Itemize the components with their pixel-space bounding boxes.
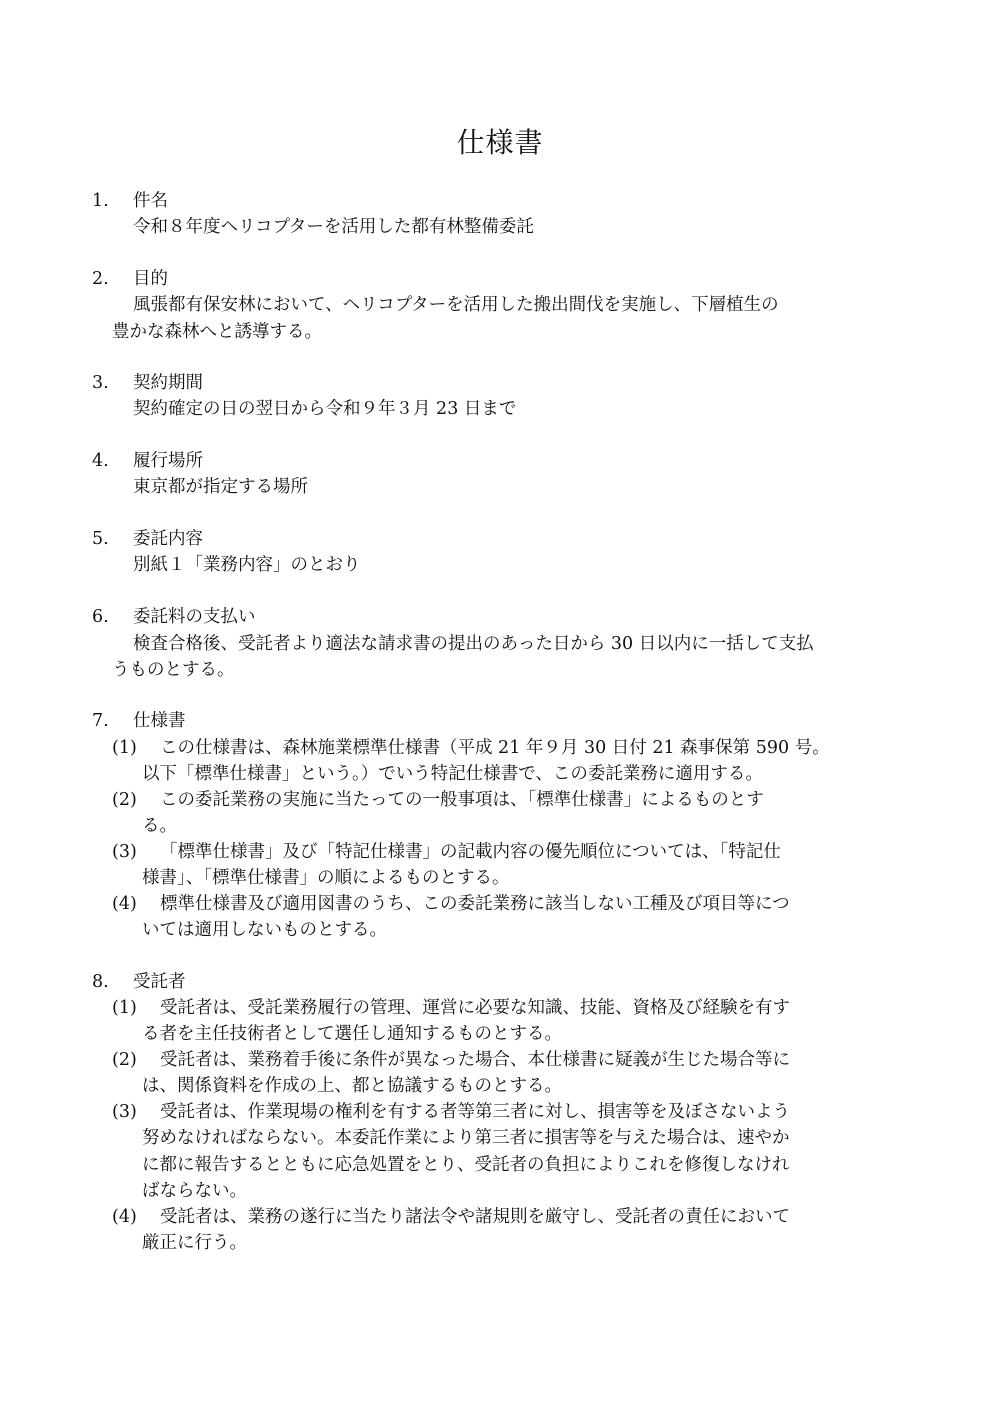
section-number: 5. — [92, 529, 109, 549]
list-item-number: (1) — [112, 738, 137, 758]
section-number: 1. — [92, 191, 109, 211]
page-title: 仕様書 — [456, 126, 544, 159]
list-item-line: いては適用しないものとする。 — [142, 920, 387, 940]
list-item-line: 受託者は、受託業務履行の管理、運営に必要な知識、技能、資格及び経験を有す — [160, 998, 790, 1018]
section-number: 8. — [92, 972, 109, 992]
list-item-line: 「標準仕様書」及び「特記仕様書」の記載内容の優先順位については、「特記仕 — [160, 842, 781, 862]
list-item-line: 標準仕様書及び適用図書のうち、この委託業務に該当しない工種及び項目等につ — [160, 894, 790, 914]
section-body-line: 令和８年度ヘリコプターを活用した都有林整備委託 — [133, 217, 534, 237]
section-body-line: 豊かな森林へと誘導する。 — [112, 322, 322, 342]
list-item-number: (3) — [112, 842, 137, 862]
list-item-number: (4) — [112, 1207, 137, 1227]
list-item-line: 厳正に行う。 — [142, 1233, 247, 1253]
list-item-line: 受託者は、業務着手後に条件が異なった場合、本仕様書に疑義が生じた場合等に — [160, 1050, 790, 1070]
section-number: 7. — [92, 711, 109, 731]
list-item-line: に都に報告するとともに応急処置をとり、受託者の負担によりこれを修復しなけれ — [142, 1155, 790, 1175]
list-item-line: 以下「標準仕様書」という。）でいう特記仕様書で、この委託業務に適用する。 — [142, 764, 763, 784]
list-item-number: (1) — [112, 998, 137, 1018]
section-number: 2. — [92, 269, 109, 289]
section-heading: 件名 — [133, 191, 168, 211]
list-item-number: (2) — [112, 1050, 137, 1070]
section-number: 6. — [92, 607, 109, 627]
section-body-line: 風張都有保安林において、ヘリコプターを活用した搬出間伐を実施し、下層植生の — [133, 295, 779, 315]
list-item-line: この委託業務の実施に当たっての一般事項は、「標準仕様書」によるものとす — [160, 790, 764, 810]
list-item-line: 受託者は、作業現場の権利を有する者等第三者に対し、損害等を及ぼさないよう — [160, 1102, 790, 1122]
list-item-line: ばならない。 — [142, 1181, 247, 1201]
list-item-number: (4) — [112, 894, 137, 914]
list-item-line: る。 — [142, 816, 177, 836]
list-item-number: (3) — [112, 1102, 137, 1122]
list-item-line: この仕様書は、森林施業標準仕様書（平成 21 年９月 30 日付 21 森事保第 590 号。 — [160, 738, 830, 758]
section-heading: 履行場所 — [133, 451, 203, 471]
section-heading: 委託料の支払い — [133, 607, 256, 627]
section-number: 4. — [92, 451, 109, 471]
list-item-line: 努めなければならない。本委託作業により第三者に損害等を与えた場合は、速やか — [142, 1128, 790, 1148]
list-item-line: る者を主任技術者として選任し通知するものとする。 — [142, 1024, 562, 1044]
section-body-line: 契約確定の日の翌日から令和９年３月 23 日まで — [133, 399, 517, 419]
list-item-line: 様書」、「標準仕様書」の順によるものとする。 — [142, 868, 510, 888]
section-heading: 委託内容 — [133, 529, 203, 549]
section-body-line: 検査合格後、受託者より適法な請求書の提出のあった日から 30 日以内に一括して支払 — [133, 634, 814, 654]
section-body-line: 別紙１「業務内容」のとおり — [133, 555, 361, 575]
list-item-number: (2) — [112, 790, 137, 810]
section-body-line: うものとする。 — [112, 660, 235, 680]
list-item-line: 受託者は、業務の遂行に当たり諸法令や諸規則を厳守し、受託者の責任において — [160, 1207, 790, 1227]
section-heading: 目的 — [133, 269, 168, 289]
section-heading: 契約期間 — [133, 373, 203, 393]
section-heading: 仕様書 — [133, 711, 186, 731]
list-item-line: は、関係資料を作成の上、都と協議するものとする。 — [142, 1076, 562, 1096]
section-heading: 受託者 — [133, 972, 186, 992]
section-number: 3. — [92, 373, 109, 393]
section-body-line: 東京都が指定する場所 — [133, 477, 308, 497]
